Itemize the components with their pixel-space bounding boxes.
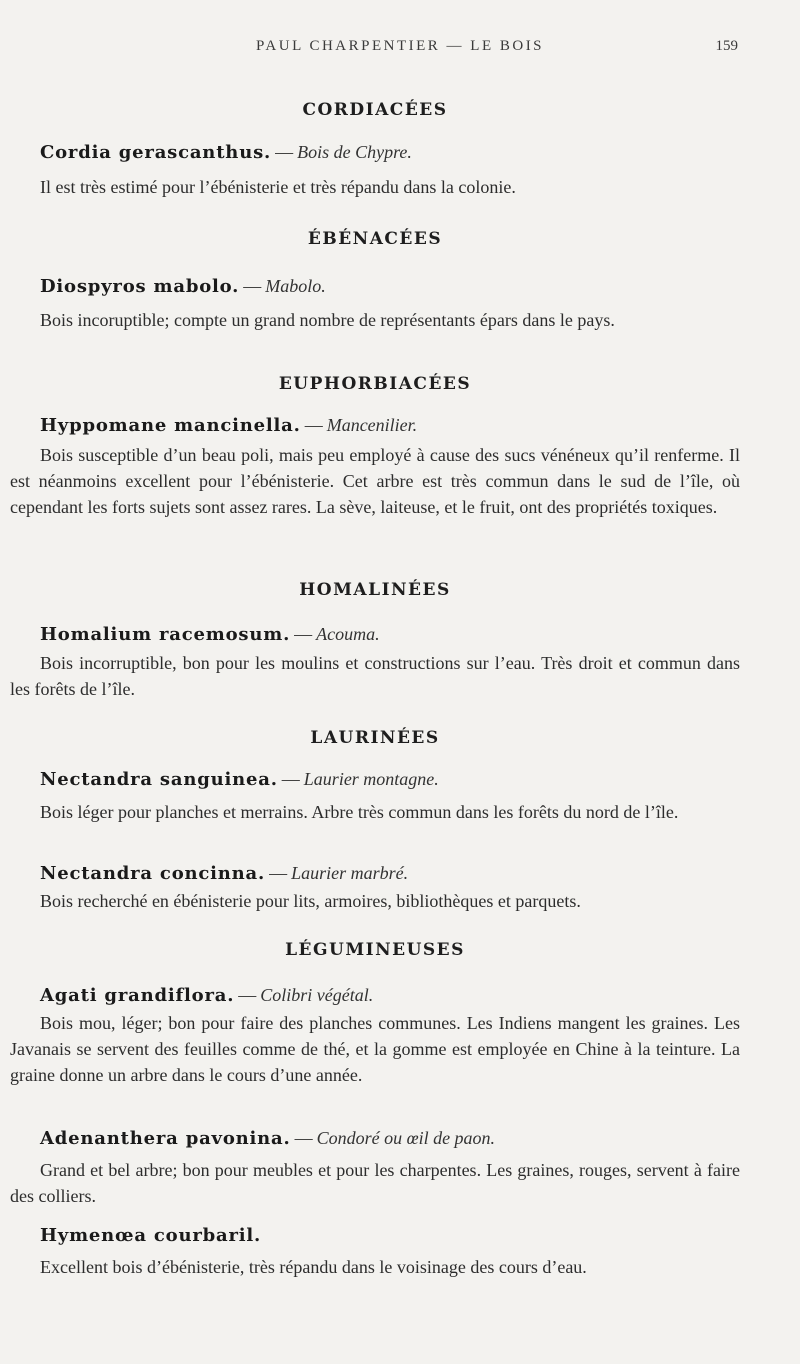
description: Excellent bois d’ébénisterie, très répandu dans le voisinage des cours d’eau. <box>40 1257 587 1277</box>
scientific-name: Nectandra concinna. <box>40 863 266 884</box>
description: Bois incorruptible, bon pour les moulins et constructions sur l’eau. Très droit et commun dans les forêts de l’île. <box>10 653 740 699</box>
dash: — <box>238 985 257 1005</box>
dash: — <box>281 769 300 789</box>
running-title: PAUL CHARPENTIER — LE BOIS <box>255 38 545 54</box>
dash: — <box>294 624 313 644</box>
description: Grand et bel arbre; bon pour meubles et pour les charpentes. Les graines, rouges, servent à faire des colliers. <box>10 1160 740 1206</box>
species-entry <box>40 276 326 297</box>
species-entry <box>40 1225 261 1246</box>
common-name: Bois de Chypre. <box>297 142 412 162</box>
common-name: Colibri végétal. <box>260 985 374 1005</box>
family-heading: LAURINÉES <box>310 728 440 748</box>
species-entry <box>40 142 412 163</box>
description: Il est très estimé pour l’ébénisterie et très répandu dans la colonie. <box>40 177 516 197</box>
dash: — <box>275 142 294 162</box>
common-name: Mabolo. <box>265 276 326 296</box>
scientific-name: Agati grandiflora. <box>40 985 235 1006</box>
description: Bois incoruptible; compte un grand nombre de représentants épars dans le pays. <box>40 310 615 330</box>
dash: — <box>304 415 323 435</box>
common-name: Laurier marbré. <box>291 863 409 883</box>
scientific-name: Adenanthera pavonina. <box>40 1128 291 1149</box>
dash: — <box>243 276 262 296</box>
description: Bois recherché en ébénisterie pour lits, armoires, bibliothèques et parquets. <box>40 891 581 911</box>
scientific-name: Nectandra sanguinea. <box>40 769 278 790</box>
species-entry <box>40 985 373 1006</box>
scientific-name: Cordia gerascanthus. <box>40 142 272 163</box>
description: Bois mou, léger; bon pour faire des planches communes. Les Indiens mangent les graines. Les Javanais se servent des feuilles comme de thé, et la gomme est employée en Chine à la teinture. La graine donne un arbre dans le cours d’une année. <box>10 1013 740 1085</box>
description: Bois susceptible d’un beau poli, mais peu employé à cause des sucs vénéneux qu’il renferme. Il est néanmoins excellent pour l’ébénisterie. Cet arbre est très commun dans le sud de l’île, où cependant les forts sujets sont assez rares. La sève, laiteuse, et le fruit, ont des propriétés toxiques. <box>10 445 740 517</box>
scientific-name: Hyppomane mancinella. <box>40 415 301 436</box>
dash: — <box>294 1128 313 1148</box>
description: Bois léger pour planches et merrains. Arbre très commun dans les forêts du nord de l’île. <box>40 802 679 822</box>
family-heading: EUPHORBIACÉES <box>278 374 472 394</box>
scientific-name: Hymenœa courbaril. <box>40 1225 262 1246</box>
scientific-name: Homalium racemosum. <box>40 624 291 645</box>
species-entry <box>40 769 439 790</box>
family-heading: HOMALINÉES <box>299 580 451 600</box>
common-name: Laurier montagne. <box>303 769 439 789</box>
page-number: 159 <box>715 38 738 54</box>
species-entry <box>40 863 408 884</box>
family-heading: LÉGUMINEUSES <box>285 940 465 960</box>
family-heading: CORDIACÉES <box>302 100 448 120</box>
common-name: Condoré ou œil de paon. <box>316 1128 496 1148</box>
scientific-name: Diospyros mabolo. <box>40 276 240 297</box>
family-heading: ÉBÉNACÉES <box>307 229 443 249</box>
species-entry <box>40 415 417 436</box>
common-name: Mancenilier. <box>326 415 418 435</box>
dash: — <box>269 863 288 883</box>
species-entry <box>40 1128 495 1149</box>
common-name: Acouma. <box>316 624 380 644</box>
species-entry <box>40 624 380 645</box>
